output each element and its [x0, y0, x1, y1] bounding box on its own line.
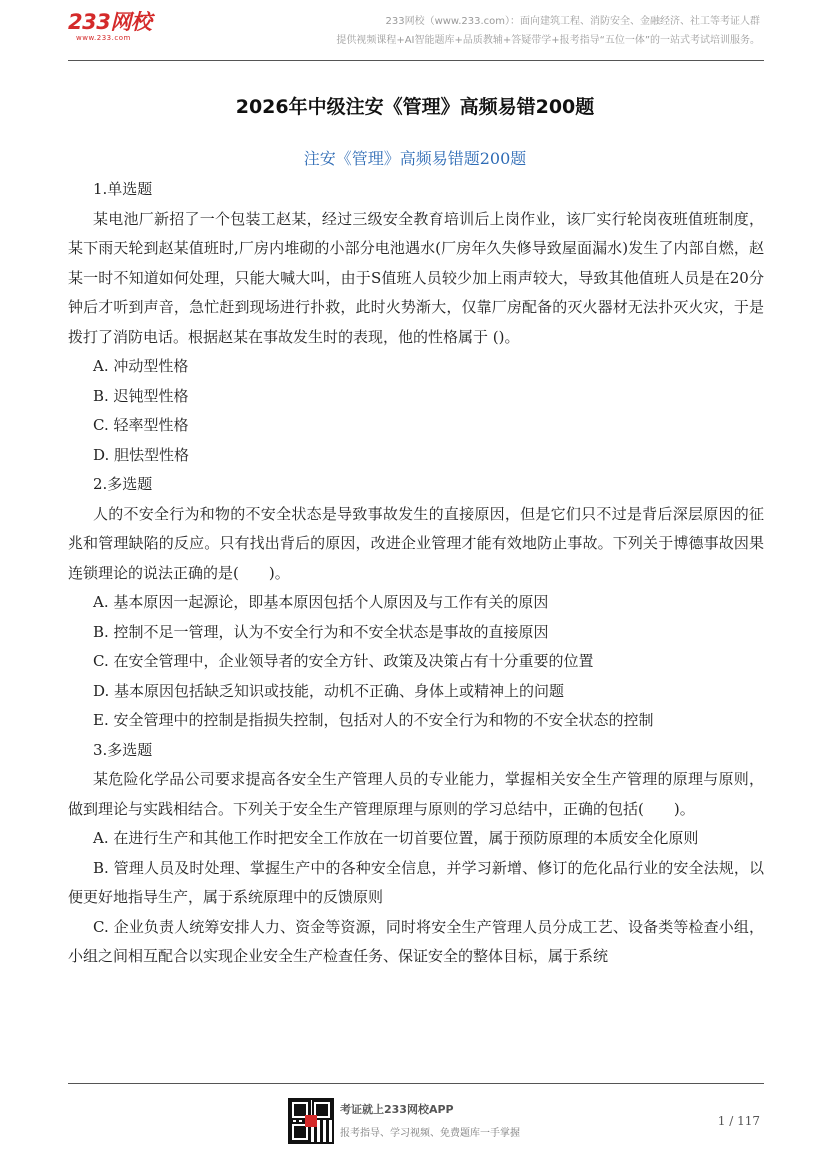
question-3-stem: 某危险化学品公司要求提高各安全生产管理人员的专业能力，掌握相关安全生产管理的原理与原则，做到理论与实践相结合。下列关于安全生产管理原理与原则的学习总结中，正确的包括( )。	[68, 770, 764, 818]
page-number: 1 / 117	[717, 1114, 760, 1128]
document-body	[68, 175, 764, 972]
question-1-option-d: D. 胆怯型性格	[93, 445, 190, 464]
question-2-option-a: A. 基本原因一起源论，即基本原因包括个人原因及与工作有关的原因	[93, 593, 549, 611]
question-2-option-d: D. 基本原因包括缺乏知识或技能，动机不正确、身体上或精神上的问题	[93, 681, 565, 700]
page-header	[0, 0, 830, 60]
question-3-option-b: B. 管理人员及时处理、掌握生产中的各种安全信息，并学习新增、修订的危化品行业的安全法规，以便更好地指导生产，属于系统原理中的反馈原则	[68, 858, 764, 906]
question-2-option-e: E. 安全管理中的控制是指损失控制，包括对人的不安全行为和物的不安全状态的控制	[93, 711, 654, 729]
question-2-type: 2.多选题	[93, 475, 153, 493]
document-subtitle: 注安《管理》高频易错题200题	[303, 149, 527, 168]
app-promo-title: 考证就上233网校APP	[340, 1103, 454, 1116]
header-line-2: 提供视频课程+AI智能题库+品质教辅+答疑带学+报考指导“五位一体”的一站式考试培训服务。	[336, 35, 760, 46]
question-1-type: 1.单选题	[93, 180, 153, 198]
header-line-1: 233网校（www.233.com）：面向建筑工程、消防安全、金融经济、社工等考证人群	[385, 16, 760, 27]
qr-code-icon[interactable]	[288, 1098, 334, 1144]
question-2-option-c: C. 在安全管理中，企业领导者的安全方针、政策及决策占有十分重要的位置	[93, 652, 594, 670]
site-logo[interactable]	[68, 10, 178, 46]
question-2-option-b: B. 控制不足一管理，认为不安全行为和不安全状态是事故的直接原因	[93, 622, 549, 641]
document-title: 2026年中级注安《管理》高频易错200题	[235, 96, 595, 118]
question-2-stem: 人的不安全行为和物的不安全状态是导致事故发生的直接原因，但是它们只不过是背后深层原因的征兆和管理缺陷的反应。只有找出背后的原因，改进企业管理才能有效地防止事故。下列关于博德事故因果连锁理论的说法正确的是( )。	[68, 504, 764, 582]
question-1-stem: 某电池厂新招了一个包装工赵某，经过三级安全教育培训后上岗作业，该厂实行轮岗夜班值班制度，某下雨天轮到赵某值班时,厂房内堆砌的小部分电池遇水(厂房年久失修导致屋面漏水)发生了内部自燃，赵某一时不知道如何处理，只能大喊大叫，由于S值班人员较少加上雨声较大，导致其他值班人员是在20分钟后才听到声音，急忙赶到现场进行扑救，此时火势渐大，仅靠厂房配备的灭火器材无法扑灭火灾，于是拨打了消防电话。根据赵某在事故发生时的表现，他的性格属于 ()。	[68, 209, 764, 346]
question-1-option-b: B. 迟钝型性格	[93, 386, 189, 405]
app-promo-subtitle: 报考指导、学习视频、免费题库一手掌握	[340, 1128, 520, 1139]
question-3-option-a: A. 在进行生产和其他工作时把安全工作放在一切首要位置，属于预防原理的本质安全化原则	[93, 829, 699, 847]
logo-url: www.233.com	[76, 34, 131, 42]
question-1-option-c: C. 轻率型性格	[93, 416, 189, 434]
header-divider	[68, 60, 764, 61]
question-3-option-c: C. 企业负责人统筹安排人力、资金等资源，同时将安全生产管理人员分成工艺、设备类等检查小组，小组之间相互配合以实现企业安全生产检查任务、保证安全的整体目标，属于系统	[68, 917, 764, 965]
question-3-type: 3.多选题	[93, 740, 153, 759]
footer-divider	[68, 1083, 764, 1084]
question-1-option-a: A. 冲动型性格	[93, 357, 189, 375]
logo-text: 233网校	[68, 10, 152, 34]
header-tagline	[336, 12, 760, 50]
